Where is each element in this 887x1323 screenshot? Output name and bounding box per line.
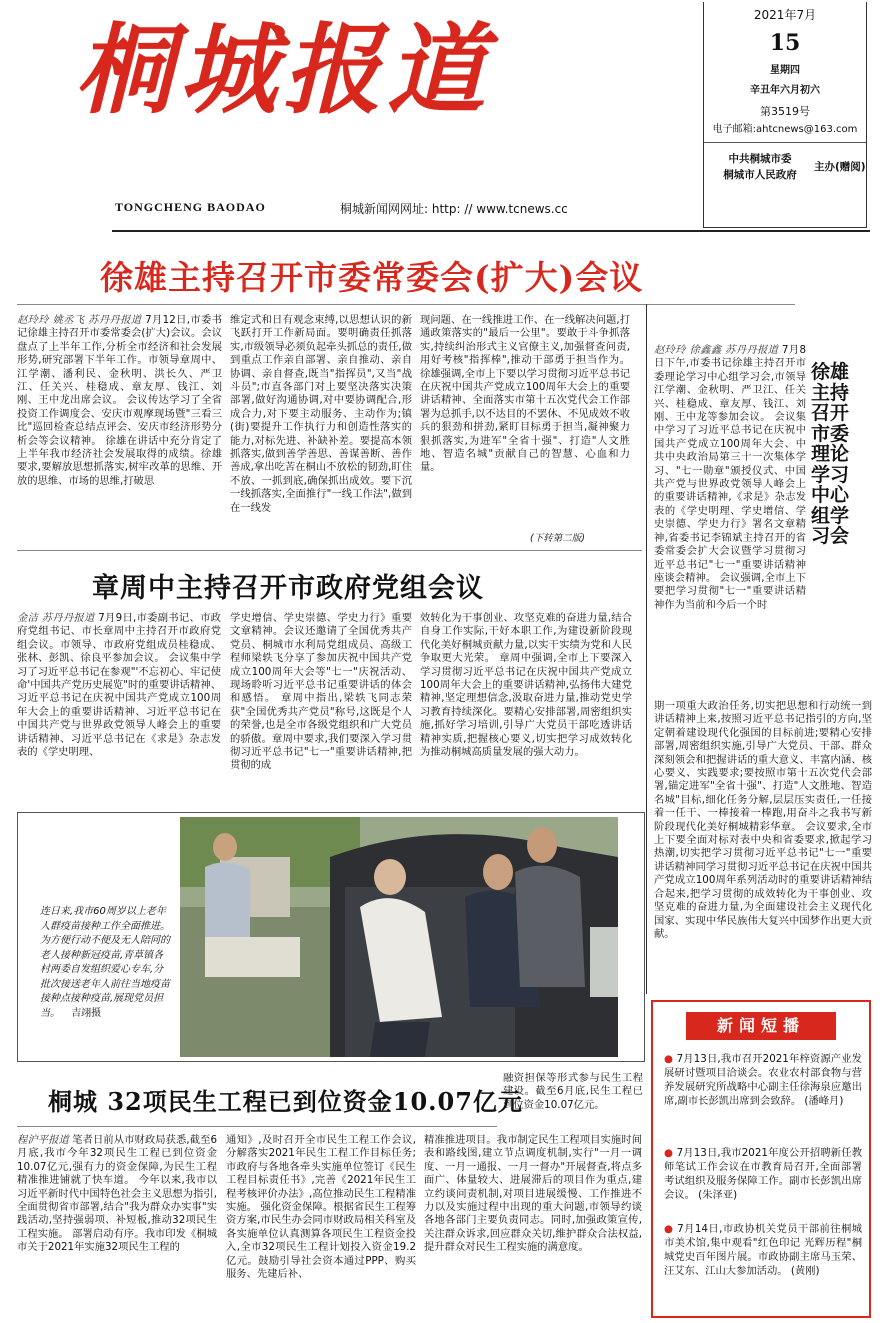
article3-text1: 笔者日前从市财政局获悉,截至6月底,我市今年32项民生工程已到位资金10.07亿元,强有力的资金保障,为民生工程精准推进铺就了快车道。 今年以来,我市以习近平新时代中国特色社会主义思想为指引,全面贯彻省市部署,结合"我为群众办实事"实践活动,坚持强弱项、补短板,推动32项民生工程实施。 部署启动有序。我市印发《桐城市关于2021年实施32项民生工程的 bbox=[17, 1134, 217, 1254]
side-article-body bbox=[654, 344, 806, 698]
top-rule bbox=[112, 230, 870, 232]
side-article-text: 7月8日下午,市委书记徐雄主持召开市委理论学习中心组学习会,市领导江学潮、金秋明、严卫江、任关兴、桂稳成、章友厚、钱江、刘刚、王中龙等参加会议。 会议集中学习了习近平总书记在庆祝中国共产党成立100周年大会、中共中央政治局第三十一次集体学习、"七一勋章"颁授仪式、中国共产党与世界政党领导人峰会上的重要讲话精神,《求是》杂志发表的《学史明理、学史增信、学史崇德、学史力行》署名文章精神,省委书记李锦斌主持召开的省委常委会扩大会议暨学习贯彻习近平总书记"七一"重要讲话精神座谈会精神。 会议强调,全市上下要把学习贯彻"七一"重要讲话精神作为当前和今后一个时 bbox=[654, 344, 806, 611]
website-url[interactable]: 桐城新闻网网址: http: // www.tcnews.cc bbox=[340, 202, 568, 216]
bullet-icon: ● bbox=[664, 1053, 674, 1065]
article1-col3: 现问题、在一线推进工作、在一线解决问题,打通政策落实的"最后一公里"。要敢于斗争抓落实,持续纠治形式主义官僚主义,加强督查问责,用好考核"指挥棒",推动干部勇于担当作为。 徐雄强调,全市上下要以学习贯彻习近平总书记在庆祝中国共产党成立100周年大会上的重要讲话精神、全面落实市第十五次党代会工作部署为总抓手,以不达目的不罢休、不见成效不收兵的狠劲和拼劲,紧盯目标勇于担当,凝神聚力狠抓落实,为进军"全省十强"、打造"人文胜地、智造名城"贡献自己的智慧、心血和力量。 bbox=[420, 314, 630, 474]
article2-col2: 学史增信、学史崇德、学史力行》重要文章精神。会议还邀请了全国优秀共产党员、桐城市水利局党组成员、高级工程师梁轶飞分享了参加庆祝中国共产党成立100周年大会等"七一"庆祝活动、现场聆听习近平总书记重要讲话的体会和感悟。 章周中指出,梁轶飞同志荣获"全国优秀共产党员"称号,这既是个人的荣誉,也是全市各级党组织和广大党员的骄傲。章周中要求,我们要深入学习贯彻习近平总书记"七一"重要讲话精神,把贯彻的成 bbox=[230, 612, 412, 772]
issue-day: 15 bbox=[769, 30, 801, 57]
article1-col1 bbox=[17, 314, 222, 540]
news-briefs-title: 新闻短播 bbox=[686, 1012, 836, 1040]
issue-number: 第3519号 bbox=[760, 104, 810, 118]
article1-col2: 维定式和日有观念束缚,以思想认识的新飞跃打开工作新局面。要明确责任抓落实,市级领导必须负起牵头抓总的责任,做到重点工作亲自部署、亲自推动、亲自协调、亲自督查,既当"指挥员",又当"战斗员";市直各部门对上要坚决落实决策部署,做好沟通协调,对中要协调配合,形成合力,对下要主动服务、主动作为;镇(街)要提升工作执行力和创造性落实的能力,对标先进、补缺补差。要提高本领抓落实,做到善学善思、善谋善断、善作善成,拿出吃苦在桐山不放松的韧劲,盯住不放、一抓到底,确保抓出成效。要下沉一线抓落实,全面推行"一线工作法",做到在一线发 bbox=[230, 314, 412, 514]
news-brief-author: (黄刚) bbox=[790, 1265, 820, 1277]
vaccination-photo[interactable] bbox=[180, 817, 618, 1057]
article2-text1: 7月9日,市委副书记、市政府党组书记、市长章周中主持召开市政府党组会议。市领导、市政府党组成员桂稳成、张林、彭凯、徐良平参加会议。 会议集中学习了习近平总书记在参观"'不忘初心、牢记使命'中国共产党历史展览"时的重要讲话精神、习近平总书记在庆祝中国共产党成立100周年大会上的重要讲话精神、习近平总书记在中国共产党与世界政党领导人峰会上的重要讲话精神、习近平总书记在《求是》杂志发表的《学史明理、 bbox=[17, 612, 221, 759]
article1-continued: (下转第二版) bbox=[530, 533, 585, 544]
sponsor-role: 主办(赠阅) bbox=[814, 160, 866, 173]
article1-text1: 7月12日,市委书记徐雄主持召开市委常委会(扩大)会议。会议盘点了上半年工作,分析全市经济和社会发展形势,研究部署下半年工作。市领导章周中、江学潮、潘利民、金秋明、洪长久、严卫江、任关兴、桂稳成、章友厚、钱江、刘刚、王中龙出席会议。 会议传达学习了全省投资工作调度会、安庆市观摩现场暨"三看三比"巡回检查总结点评会、安庆市经济形势分析会等会议精神。 徐雄在讲话中充分肯定了上半年我市经济社会发展取得的成绩。徐雄要求,要解放思想抓落实,树牢改革的思维、开放的思维、市场的思维,打破思 bbox=[17, 314, 222, 487]
news-brief-item[interactable] bbox=[664, 1146, 862, 1212]
article2-byline: 金洁 苏丹丹报道 bbox=[17, 612, 95, 624]
sponsor-block bbox=[704, 143, 866, 195]
article3-lead-top: 融资担保等形式参与民生工程建设。截至6月底,民生工程已到位资金10.07亿元。 bbox=[503, 1072, 643, 1111]
article2-headline[interactable]: 章周中主持召开市政府党组会议 bbox=[92, 573, 484, 604]
sponsor-names bbox=[708, 151, 812, 183]
article3-col2: 通知》,及时召开全市民生工程工作会议,分解落实2021年民生工程工作目标任务;市政府与各地各牵头实施单位签订《民生工程目标责任书》,完善《2021年民生工程考核评价办法》,高位推动民生工程精准实施。 强化资金保障。根据省民生工程筹资方案,市民生办会同市财政局相关科室及各实施单位认真测算各项民生工程资金投入,全市32项民生工程计划投入资金19.2亿元。鼓励引导社会资本通过PPP、购买服务、先建后补、 bbox=[226, 1134, 416, 1281]
masthead-pinyin: TONGCHENG BAODAO bbox=[115, 200, 266, 214]
article3-byline: 程沪平报道 bbox=[17, 1134, 69, 1146]
issue-info-box bbox=[703, 2, 867, 228]
issue-weekday: 星期四 bbox=[770, 64, 800, 76]
divider bbox=[17, 550, 642, 551]
article1-headline[interactable]: 徐雄主持召开市委常委会(扩大)会议 bbox=[100, 258, 644, 297]
article3-headline[interactable]: 桐城 32项民生工程已到位资金10.07亿元 bbox=[48, 1087, 523, 1116]
photo-credit: 吉翊摄 bbox=[71, 1007, 102, 1019]
article3-col3: 精准推进项目。我市制定民生工程项目实施时间表和路线图,建立节点调度机制,实行"一月一调度、一月一通报、一月一督办"开展督查,将点多面广、体量较大、进展滞后的项目作为重点,建立约谈问责机制,对项目进展缓慢、工作推进不力以及实施过程中出现的重大问题,市领导约谈各地各部门主要负责同志。同时,加强政策宣传,关注群众诉求,回应群众关切,维护群众合法权益,提升群众对民生工程实施的满意度。 bbox=[424, 1134, 642, 1254]
column-divider bbox=[646, 304, 647, 994]
divider bbox=[17, 304, 795, 305]
news-brief-text: 7月13日,我市2021年度公开招聘新任教师笔试工作会议在市教育局召开,全面部署考试组织及服务保障工作。副市长彭凯出席会议。 bbox=[664, 1147, 862, 1201]
photo-caption bbox=[40, 905, 172, 1021]
divider bbox=[17, 1126, 497, 1127]
photo-illustration bbox=[180, 817, 618, 1057]
sponsor-2: 桐城市人民政府 bbox=[723, 168, 797, 181]
masthead-title: 桐城报道 bbox=[75, 13, 492, 128]
news-brief-author: (潘峰月) bbox=[804, 1095, 844, 1107]
issue-lunar: 辛丑年六月初六 bbox=[750, 84, 820, 96]
issue-email[interactable]: 电子邮箱:ahtcnews@163.com bbox=[712, 123, 858, 135]
side-article-body-wide: 期一项重大政治任务,切实把思想和行动统一到讲话精神上来,按照习近平总书记指引的方向,坚定朝着建设现代化强国的目标前进;要精心安排部署,周密组织实施,引导广大党员、干部、群众深刻领会和把握讲话的重大意义、丰富内涵、核心要义、实践要求;要按照市第十五次党代会部署,锚定进军"全省十强"、打造"人文胜地、智造名城"目标,细化任务分解,层层压实责任,一任接着一任干、一棒接着一棒跑,用奋斗之我书写新阶段现代化美好桐城精彩华章。 会议要求,全市上下要全面对标对表中央和省委要求,掀起学习热潮,切实把学习贯彻习近平总书记"七一"重要讲话精神同学习贯彻习近平总书记在庆祝中国共产党成立100周年系列活动时的重要讲话精神结合起来,把学习贯彻的成效转化为干事创业、攻坚克难的奋进力量,为全面建设社会主义现代化国家、实现中华民族伟大复兴中国梦作出更大贡献。 bbox=[654, 700, 872, 940]
article2-col3: 效转化为干事创业、攻坚克难的奋进力量,结合自身工作实际,干好本职工作,为建设新阶段现代化美好桐城贡献力量,以实干实绩为党和人民争取更大光荣。 章周中强调,全市上下要深入学习贯彻习近平总书记在庆祝中国共产党成立100周年大会上的重要讲话精神,弘扬伟大建党精神,坚定理想信念,汲取奋进力量,推动党史学习教育持续深化。要精心安排部署,周密组织实施,抓好学习培训,引导广大党员干部吃透讲话精神实质,把握核心要义,切实把学习成效转化为推动桐城高质量发展的强大动力。 bbox=[420, 612, 632, 759]
issue-date: 2021年7月 bbox=[753, 8, 817, 22]
article1-byline: 赵玲玲 姚丞飞 苏丹丹报道 bbox=[17, 314, 142, 326]
photo-caption-text: 连日来,我市60周岁以上老年人群疫苗接种工作全面推进。为方便行动不便及无人陪同的老人接种新冠疫苗,青草镇各村两委自发组织爱心专车,分批次接送老年人前往当地疫苗接种点接种疫苗,展现党员担当。 bbox=[40, 906, 170, 1019]
news-brief-item[interactable] bbox=[664, 1052, 862, 1132]
article3-col1 bbox=[17, 1134, 217, 1318]
news-brief-text: 7月14日,市政协机关党员干部前往桐城市美术馆,集中观看"红色印记 光辉历程"桐城党史百年图片展。市政协副主席马玉荣、汪艾东、江山大参加活动。 bbox=[664, 1223, 862, 1277]
news-brief-author: (朱泽亚) bbox=[698, 1189, 738, 1201]
article2-col1 bbox=[17, 612, 221, 806]
bullet-icon: ● bbox=[664, 1147, 674, 1159]
bullet-icon: ● bbox=[664, 1223, 674, 1235]
side-article-byline: 赵玲玲 徐鑫鑫 苏丹丹报道 bbox=[654, 344, 779, 356]
side-article-title[interactable]: 徐雄主持召开市委理论学习中心组学习会 bbox=[810, 361, 849, 547]
sponsor-1: 中共桐城市委 bbox=[728, 152, 792, 165]
news-brief-text: 7月13日,我市召开2021年梓资源产业发展研讨暨项目洽谈会。农业农村部食物与营养发展研究所战略中心副主任徐海泉应邀出席,副市长彭凯出席到会致辞。 bbox=[664, 1053, 862, 1107]
news-brief-item[interactable] bbox=[664, 1222, 862, 1314]
